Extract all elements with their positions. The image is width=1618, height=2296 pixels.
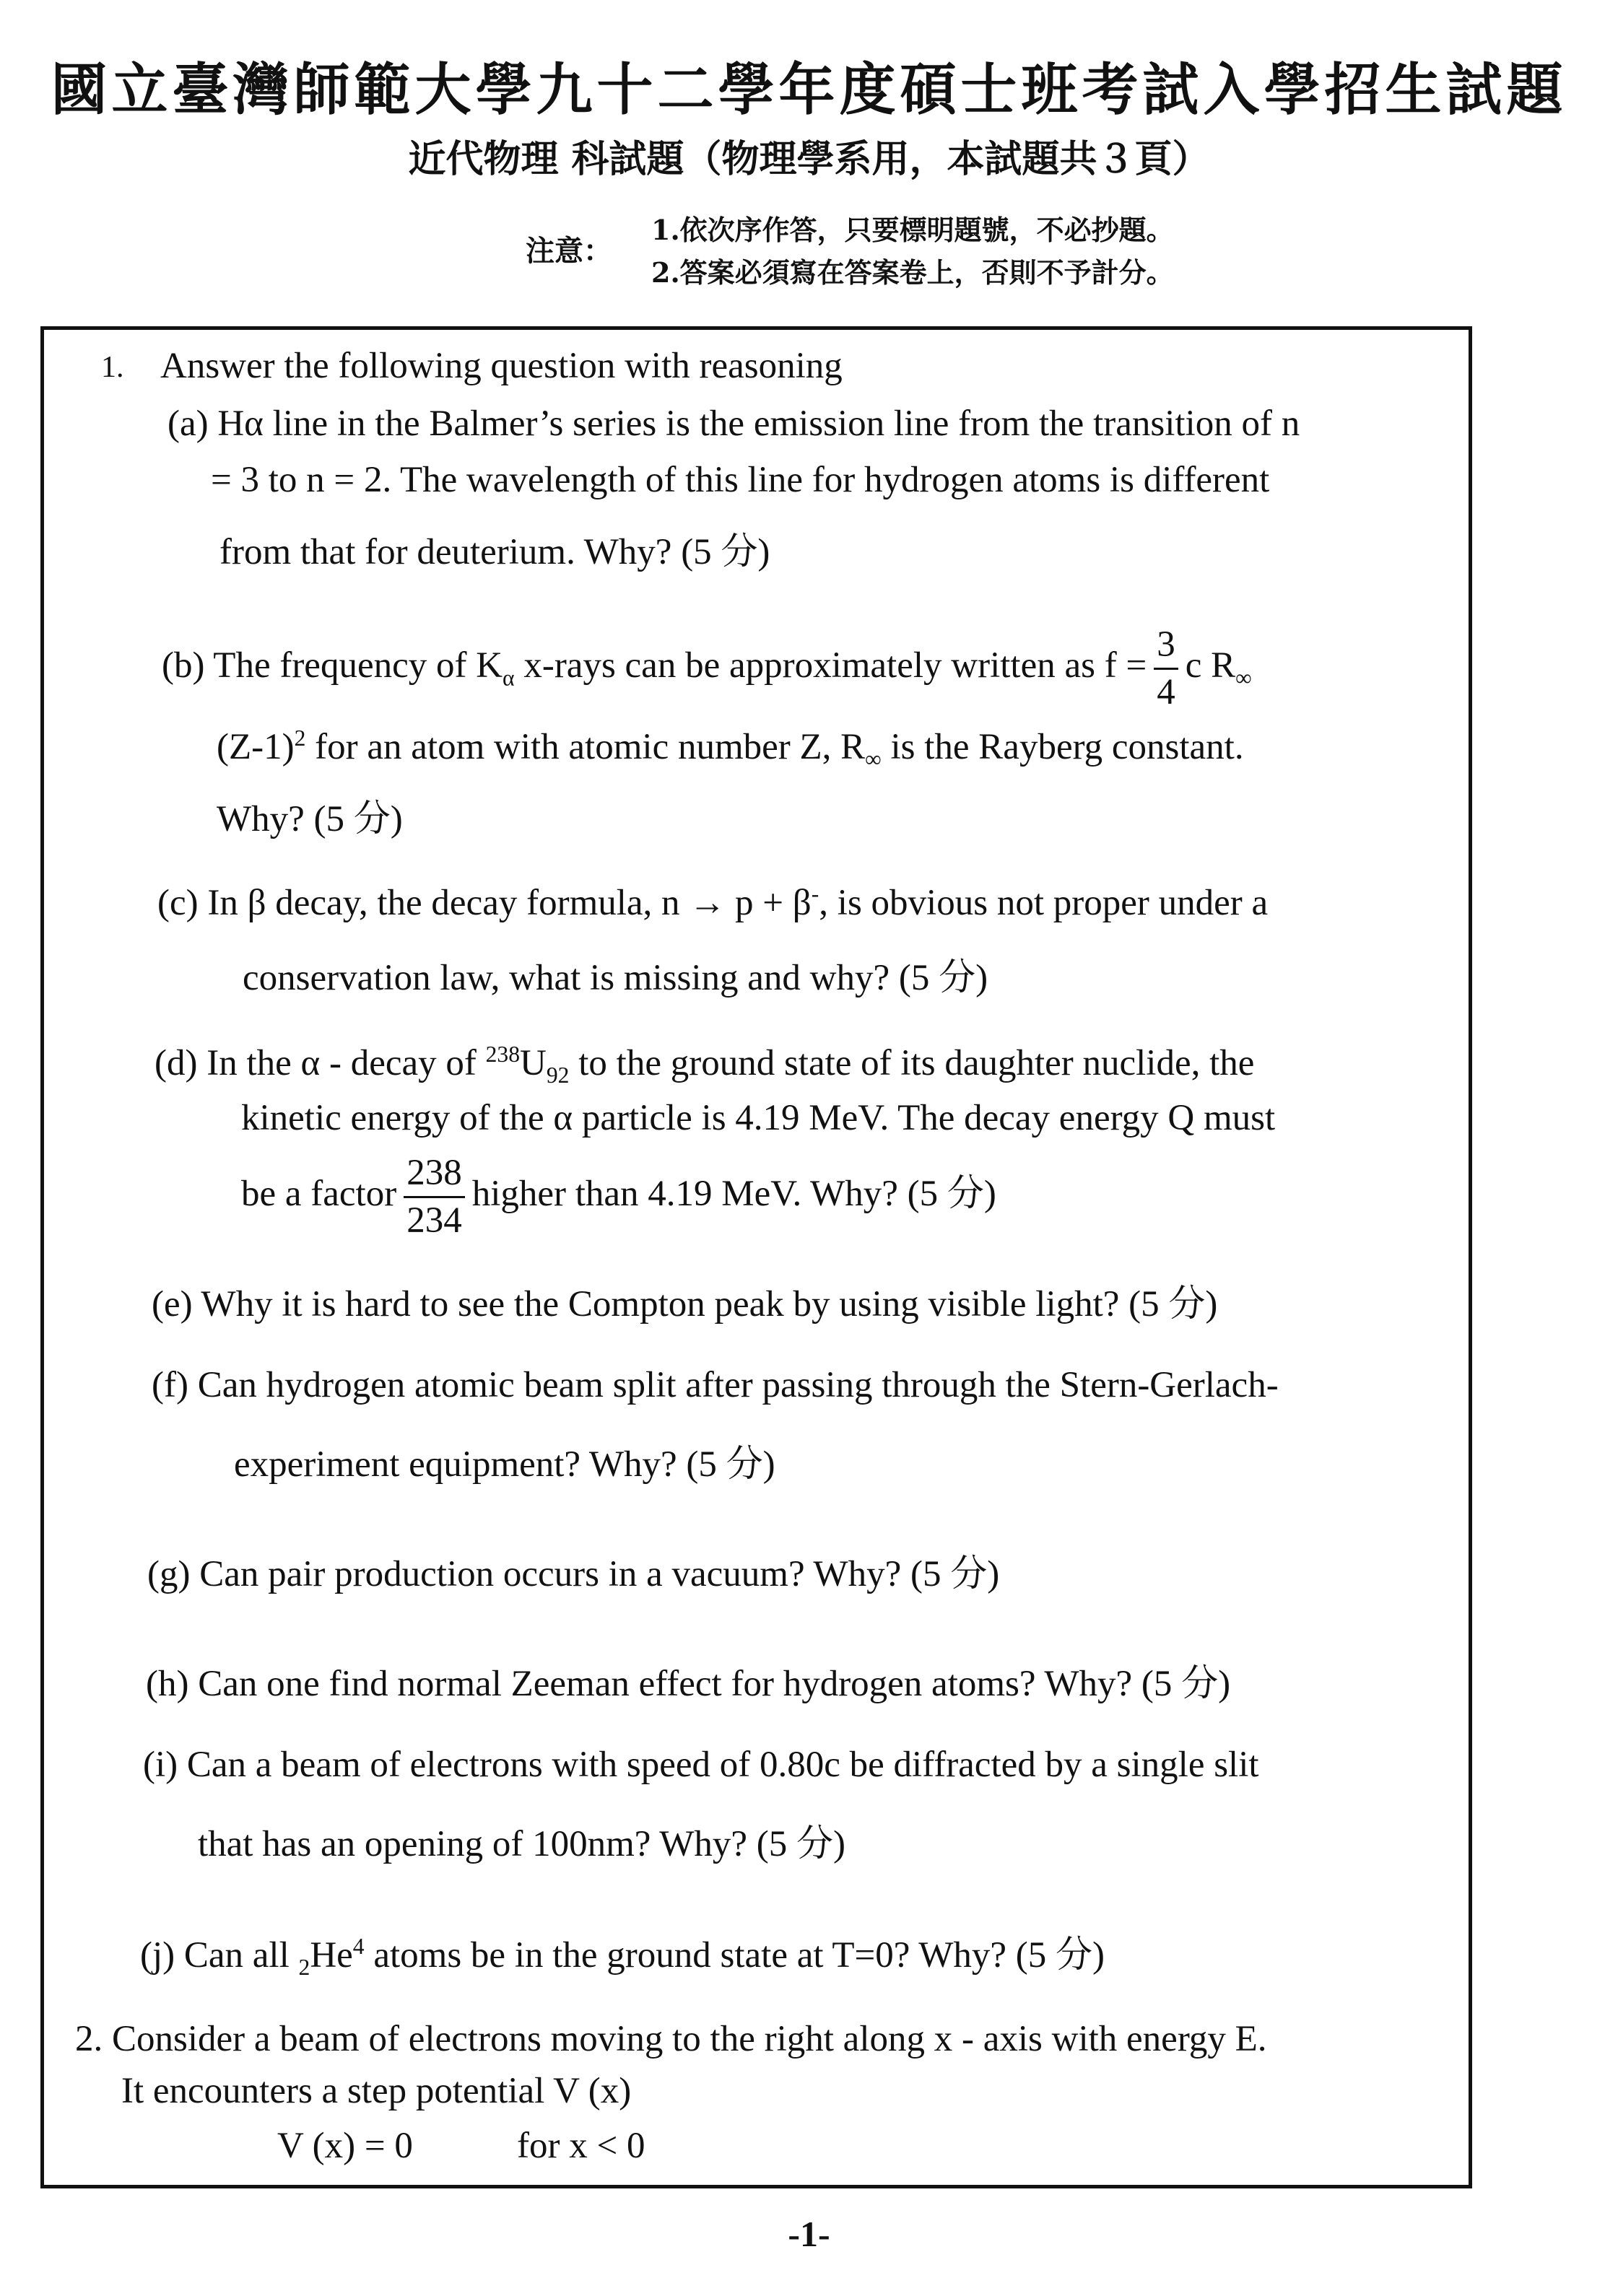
q1b-fraction: [1154, 624, 1178, 712]
question-2-line-2: It encounters a step potential V (x): [121, 2071, 632, 2111]
q1j-l1-post: atoms be in the ground state at T=0? Why? (5 分): [364, 1935, 1105, 1976]
q1b-fraction-numerator: 3: [1154, 627, 1178, 670]
q1g-line-1: (g) Can pair production occurs in a vacuum? Why? (5 分): [147, 1554, 1000, 1594]
q1d-line-3: [241, 1155, 996, 1239]
q1j-atomic-number: 2: [298, 1955, 310, 1981]
q1b-l2-post: is the Rayberg constant.: [881, 727, 1244, 767]
exam-title: 國立臺灣師範大學九十二學年度碩士班考試入學招生試題: [51, 57, 1567, 123]
q1j-l1-pre: (j) Can all: [140, 1935, 299, 1976]
question-1-intro: Answer the following question with reasoning: [160, 346, 843, 386]
notice-item-1: 1.依次序作答，只要標明題號，不必抄題。: [651, 214, 1174, 246]
q1f-line-1: (f) Can hydrogen atomic beam split after passing through the Stern-Gerlach-: [152, 1365, 1279, 1405]
notice-label: 注意：: [526, 234, 612, 268]
q1e-line-1: (e) Why it is hard to see the Compton peak by using visible light? (5 分): [152, 1284, 1218, 1324]
q1a-line-1: (a) Hα line in the Balmer’s series is the emission line from the transition of n: [168, 403, 1300, 444]
q1h-line-1: (h) Can one find normal Zeeman effect for hydrogen atoms? Why? (5 分): [146, 1664, 1231, 1704]
question-2-line-1: 2. Consider a beam of electrons moving to the right along x - axis with energy E.: [75, 2019, 1267, 2059]
q1b-l2-pre: (Z-1): [217, 727, 295, 767]
q1b-text-mid: x-rays can be approximately written as f =: [514, 645, 1147, 686]
q1d-fraction: [404, 1155, 465, 1239]
q1d-line-1: [155, 1042, 1255, 1088]
q1i-line-2: that has an opening of 100nm? Why? (5 分): [198, 1824, 846, 1864]
q1b-l2-superscript: 2: [294, 725, 306, 751]
q1d-fraction-denominator: 234: [406, 1200, 462, 1241]
question-1-number: 1.: [101, 351, 124, 384]
question-2-condition: for x < 0: [517, 2126, 645, 2166]
question-2-equation: V (x) = 0: [277, 2126, 413, 2166]
q1d-atomic-number: 92: [546, 1062, 570, 1088]
q1j-line-1: [140, 1934, 1105, 1981]
q1i-line-1: (i) Can a beam of electrons with speed of 0.80c be diffracted by a single slit: [143, 1745, 1259, 1785]
q1b-text-pre: (b) The frequency of K: [162, 645, 503, 686]
q1c-l1-pre: (c) In β decay, the decay formula, n → p + β: [157, 883, 812, 923]
q1c-l1-post: , is obvious not proper under a: [819, 883, 1269, 923]
q1d-fraction-numerator: 238: [404, 1155, 465, 1198]
q1d-l1-pre: (d) In the α - decay of: [155, 1043, 486, 1083]
q1d-l3-pre: be a factor: [241, 1174, 397, 1215]
q1d-l1-post: to the ground state of its daughter nuclide, the: [569, 1043, 1255, 1083]
page-number: -1-: [788, 2214, 830, 2254]
q1b-fraction-denominator: 4: [1157, 672, 1175, 712]
question-frame: [40, 326, 1472, 2188]
q1c-line-2: conservation law, what is missing and why? (5 分): [243, 958, 988, 998]
q1a-line-3: from that for deuterium. Why? (5 分): [219, 532, 770, 572]
q1b-k-subscript: α: [503, 665, 515, 691]
q1d-line-2: kinetic energy of the α particle is 4.19 MeV. The decay energy Q must: [241, 1098, 1276, 1138]
q1b-r-subscript: ∞: [1235, 665, 1252, 691]
q1d-l3-post: higher than 4.19 MeV. Why? (5 分): [471, 1174, 996, 1215]
q1c-line-1: [157, 881, 1269, 923]
q1b-text-post: c R: [1185, 645, 1236, 686]
q1j-mass-number: 4: [352, 1934, 365, 1959]
q1c-l1-superscript: -: [811, 881, 819, 907]
notice-item-2: 2.答案必須寫在答案卷上，否則不予計分。: [651, 256, 1174, 289]
q1b-l2-subscript: ∞: [865, 746, 882, 772]
q1j-element: He: [310, 1935, 353, 1976]
q1d-element: U: [520, 1043, 547, 1083]
q1b-line-2: [217, 725, 1244, 772]
q1b-line-3: Why? (5 分): [217, 799, 403, 839]
q1b-l2-mid: for an atom with atomic number Z, R: [305, 727, 866, 767]
q1b-line-1: [162, 624, 1252, 712]
q1f-line-2: experiment equipment? Why? (5 分): [234, 1444, 775, 1485]
exam-subtitle: 近代物理 科試題（物理學系用，本試題共３頁）: [408, 137, 1210, 181]
q1a-line-2: = 3 to n = 2. The wavelength of this line for hydrogen atoms is different: [211, 460, 1270, 500]
q1d-mass-number: 238: [485, 1042, 521, 1067]
